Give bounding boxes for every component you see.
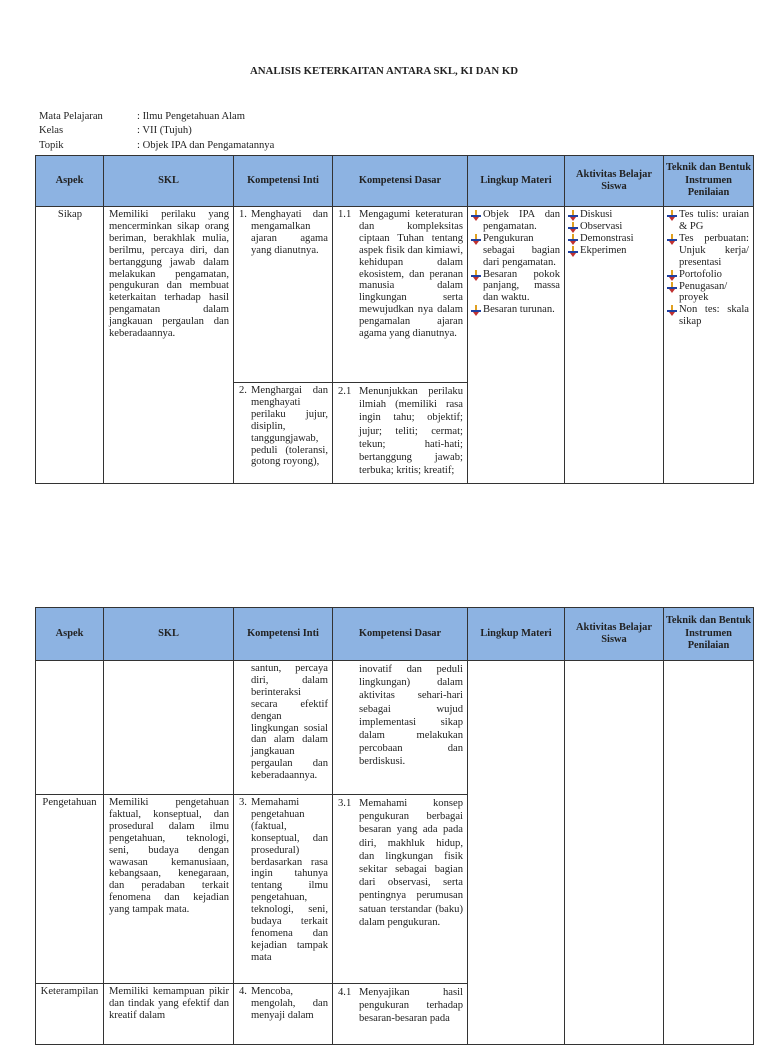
list-item-text: Non tes: skala sikap [679, 304, 749, 328]
list-item [667, 233, 749, 269]
list-item [471, 304, 560, 316]
list-item [568, 233, 659, 245]
aspek-cell: Pengetahuan [42, 797, 97, 808]
arrow-down-bullet-icon [667, 210, 677, 221]
header-aktivitas: Aktivitas Belajar Siswa [565, 156, 664, 207]
aktivitas-cell [565, 661, 663, 1041]
kd-number: 3.1 [338, 798, 352, 809]
aspek-cell [36, 661, 103, 794]
kd-cell: inovatif dan peduli lingkungan) dalam aktivitas sehari-hari sebagai wujud implementasi sikap dalam melakukan percobaan dan berdiskusi. [359, 664, 463, 768]
meta-label: Topik [39, 140, 64, 151]
header-aspek: Aspek [36, 156, 104, 207]
aspek-cell: Sikap [57, 209, 83, 220]
ki-text: Menghargai dan menghayati perilaku jujur, disiplin, tanggungjawab, peduli (toleransi, gotong royong), [251, 385, 328, 468]
header-aktivitas: Aktivitas Belajar Siswa [565, 608, 664, 661]
header-kd: Kompetensi Dasar [333, 156, 468, 207]
meta-label: Kelas [39, 125, 64, 136]
list-item-text: Diskusi [580, 209, 613, 220]
lingkup-cell [468, 207, 564, 483]
list-item-text: Pengukuran sebagai bagian dari pengamatan. [483, 232, 560, 268]
ki-text: Menghayati dan mengamalkan ajaran agama yang dianutnya. [251, 209, 328, 256]
list-item [667, 304, 749, 328]
header-teknik: Teknik dan Bentuk Instrumen Penilaian [664, 156, 754, 207]
ki-cell: santun, percaya diri, dalam berinteraksi secara efektif dengan lingkungan sosial dan alam dalam jangkauan pergaulan dan keberadaannya. [251, 663, 328, 782]
header-ki: Kompetensi Inti [234, 608, 333, 661]
header-lingkup: Lingkup Materi [468, 156, 565, 207]
kd-text: Mengagumi keteraturan dan kompleksitas ciptaan Tuhan tentang aspek fisik dan kimiawi, kehidupan dalam ekosistem, dan peranan manusia dalam lingkungan serta mewujudkan nya dalam pengamalan ajaran agama yang dianutnya. [359, 209, 463, 340]
kd-text: Memahami konsep pengukuran berbagai besaran yang ada pada diri, makhluk hidup, dan lingkungan fisik sekitar sebagai bagian dari observasi, serta pentingnya perumusan satuan terstandar (baku) dalam pengukuran. [359, 798, 463, 928]
list-item [471, 269, 560, 305]
kd-number: 4.1 [338, 987, 352, 998]
list-item-text: Observasi [580, 221, 623, 232]
arrow-down-bullet-icon [667, 270, 677, 281]
arrow-down-bullet-icon [471, 210, 481, 221]
table-row [36, 207, 754, 383]
teknik-cell [664, 661, 753, 1041]
header-lingkup: Lingkup Materi [468, 608, 565, 661]
ki-text: Mencoba, mengolah, dan menyaji dalam [251, 986, 328, 1021]
skl-cell: Memiliki perilaku yang mencerminkan sikap orang beriman, berakhlak mulia, berilmu, percaya diri, dan bertanggung jawab dalam melakukan pengamatan, pengukuran dan membuat keterkaitan terhadap hasil pengamatan dalam jangkauan pergaulan dan keberadaannya. [109, 209, 229, 340]
document-title: ANALISIS KETERKAITAN ANTARA SKL, KI DAN KD [249, 65, 519, 77]
list-item [568, 209, 659, 221]
list-item [667, 281, 749, 305]
kd-cell [333, 383, 467, 483]
table-header-row [36, 608, 754, 661]
header-skl: SKL [104, 156, 234, 207]
list-item-text: Objek IPA dan pengamatan. [483, 209, 560, 232]
header-aspek: Aspek [36, 608, 104, 661]
aktivitas-cell [565, 207, 663, 483]
ki-cell [234, 383, 332, 483]
kd-cell [333, 207, 467, 382]
meta-topic [39, 140, 274, 152]
header-teknik: Teknik dan Bentuk Instrumen Penilaian [664, 608, 754, 661]
list-item-text: Tes perbuatan: Unjuk kerja/ presentasi [679, 232, 749, 268]
list-item-text: Ekperimen [580, 245, 627, 256]
list-item-text: Penugasan/ proyek [679, 280, 728, 304]
aspek-cell: Keterampilan [40, 986, 99, 997]
list-item-text: Besaran pokok panjang, massa dan waktu. [483, 268, 560, 304]
kd-cell [333, 795, 467, 983]
arrow-down-bullet-icon [471, 270, 481, 281]
arrow-down-bullet-icon [568, 222, 578, 233]
arrow-down-bullet-icon [667, 282, 677, 293]
analysis-table-page2 [35, 607, 754, 1045]
ki-number: 1. [239, 209, 247, 220]
table-row [36, 661, 754, 795]
analysis-table-page1 [35, 155, 754, 484]
arrow-down-bullet-icon [568, 234, 578, 245]
arrow-down-bullet-icon [568, 210, 578, 221]
ki-cell [234, 207, 332, 382]
list-item-text: Portofolio [679, 268, 722, 280]
arrow-down-bullet-icon [471, 234, 481, 245]
teknik-cell [664, 207, 753, 483]
kd-number: 2.1 [338, 386, 352, 397]
list-item [667, 209, 749, 233]
header-kd: Kompetensi Dasar [333, 608, 468, 661]
kd-text: Menyajikan hasil pengukuran terhadap besaran-besaran pada [359, 987, 463, 1025]
arrow-down-bullet-icon [667, 234, 677, 245]
arrow-down-bullet-icon [568, 246, 578, 257]
ki-number: 2. [239, 385, 247, 396]
ki-cell [234, 795, 332, 983]
meta-subject [39, 111, 245, 123]
meta-value: : VII (Tujuh) [137, 125, 192, 136]
ki-cell [234, 984, 332, 1044]
list-item-text: Demonstrasi [580, 233, 634, 244]
list-item [568, 221, 659, 233]
meta-value: : Ilmu Pengetahuan Alam [137, 111, 245, 122]
ki-number: 4. [239, 986, 247, 997]
ki-number: 3. [239, 797, 247, 808]
meta-class [39, 125, 192, 137]
meta-value: : Objek IPA dan Pengamatannya [137, 140, 275, 151]
kd-cell [333, 984, 467, 1044]
meta-label: Mata Pelajaran [39, 111, 103, 122]
ki-text: Memahami pengetahuan (faktual, konseptual, dan prosedural) berdasarkan rasa ingin tahunya tentang ilmu pengetahuan, teknologi, seni, budaya terkait fenomena dan kejadian tampak mata [251, 797, 328, 963]
arrow-down-bullet-icon [471, 305, 481, 316]
list-item [667, 269, 749, 281]
list-item [568, 245, 659, 257]
list-item-text: Besaran turunan. [483, 304, 555, 316]
kd-number: 1.1 [338, 209, 352, 220]
list-item [471, 209, 560, 233]
list-item [471, 233, 560, 269]
kd-text: Menunjukkan perilaku ilmiah (memiliki rasa ingin tahu; objektif; jujur; teliti; cermat; tekun; hati-hati; bertanggung jawab; terbuka; kritis; kreatif; [359, 386, 463, 477]
skl-cell: Memiliki pengetahuan faktual, konseptual, dan prosedural dalam ilmu pengetahuan, teknologi, seni, budaya dengan wawasan kemanusiaan, kebangsaan, kenegaraan, dan peradaban terkait fenomena dan kejadian yang tampak mata. [109, 797, 229, 916]
arrow-down-bullet-icon [667, 305, 677, 316]
header-skl: SKL [104, 608, 234, 661]
lingkup-cell [468, 661, 564, 1041]
skl-cell [104, 661, 233, 794]
skl-cell: Memiliki kemampuan pikir dan tindak yang efektif dan kreatif dalam [109, 986, 229, 1021]
list-item-text: Tes tulis: uraian & PG [679, 209, 749, 232]
table-header-row [36, 156, 754, 207]
header-ki: Kompetensi Inti [234, 156, 333, 207]
